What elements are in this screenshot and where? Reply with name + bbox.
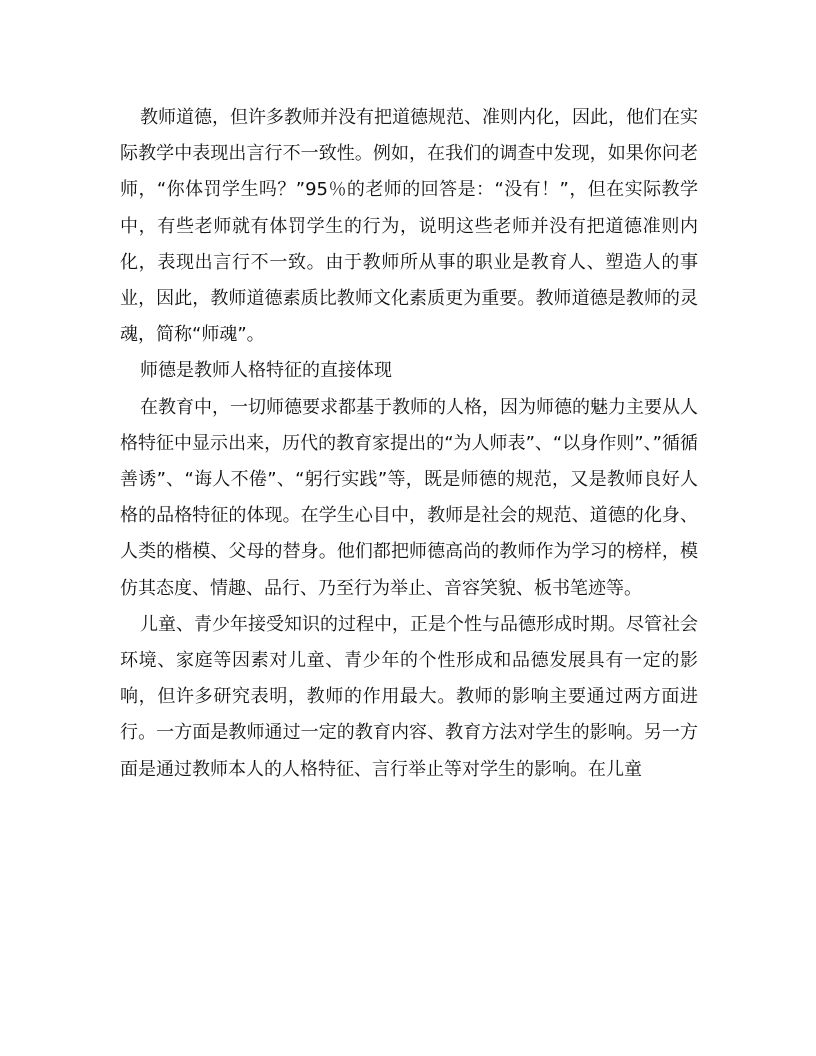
document-body — [120, 100, 698, 788]
body-paragraph: 教师道德，但许多教师并没有把道德规范、准则内化，因此，他们在实际教学中表现出言行不一致性。例如，在我们的调查中发现，如果你问老师，“你体罚学生吗？”95％的老师的回答是：“没有！”，但在实际教学中，有些老师就有体罚学生的行为，说明这些老师并没有把道德准则内化，表现出言行不一致。由于教师所从事的职业是教育人、塑造人的事业，因此，教师道德素质比教师文化素质更为重要。教师道德是教师的灵魂，简称“师魂”。 — [120, 107, 698, 346]
body-paragraph: 在教育中，一切师德要求都基于教师的人格，因为师德的魅力主要从人格特征中显示出来，历代的教育家提出的“为人师表”、“以身作则”、”循循善诱”、“诲人不倦”、“躬行实践”等，既是师德的规范，又是教师良好人格的品格特征的体现。在学生心目中，教师是社会的规范、道德的化身、人类的楷模、父母的替身。他们都把师德高尚的教师作为学习的榜样，模仿其态度、情趣、品行、乃至行为举止、音容笑貌、板书笔迹等。 — [120, 396, 698, 599]
section-heading: 师德是教师人格特征的直接体现 — [140, 360, 392, 382]
body-paragraph: 儿童、青少年接受知识的过程中，正是个性与品德形成时期。尽管社会环境、家庭等因素对儿童、青少年的个性形成和品德发展具有一定的影响，但许多研究表明，教师的作用最大。教师的影响主要通过两方面进行。一方面是教师通过一定的教育内容、教育方法对学生的影响。另一方面是通过教师本人的人格特征、言行举止等对学生的影响。在儿童 — [120, 613, 698, 780]
